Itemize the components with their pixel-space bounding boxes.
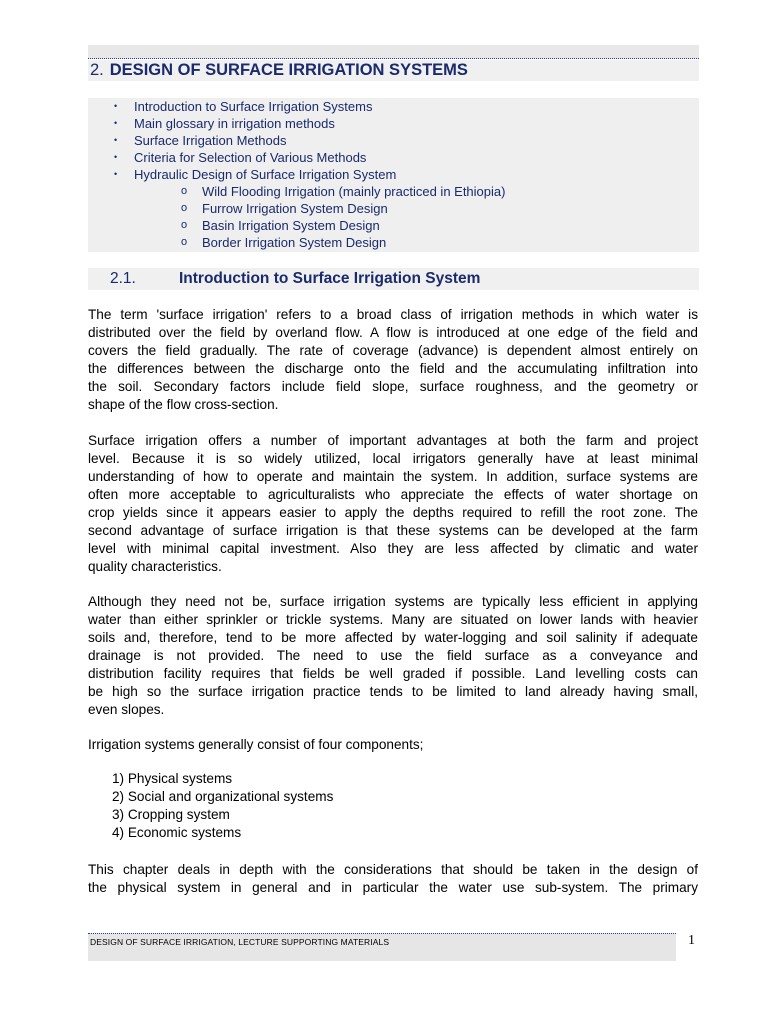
bullet-icon: • (114, 152, 118, 162)
footer-text: DESIGN OF SURFACE IRRIGATION, LECTURE SUPPORTING MATERIALS (90, 937, 390, 947)
list-item: 3) Cropping system (112, 807, 230, 822)
chapter-number: 2. (90, 61, 104, 79)
paragraph: Although they need not be, surface irrigation systems are typically less efficient in applying water than either sprinkler or trickle systems. Many are situated on lower lands with heavier soils and, therefore, tend to be more affected by water-logging and soil salinity if adequate drainage is not provided. The need to use the field surface as a conveyance and distribution facility requires that fields be well graded if possible. Land levelling costs can be high so the surface irrigation practice tends to be limited to land already having small, even slopes. (88, 594, 698, 717)
list-item: 1) Physical systems (112, 771, 233, 786)
header-rule (88, 45, 699, 59)
sub-bullet-icon: o (181, 202, 188, 214)
sub-bullet-icon: o (181, 219, 188, 231)
outline-item: • Criteria for Selection of Various Methods (114, 150, 367, 165)
paragraph: The term 'surface irrigation' refers to a broad class of irrigation methods in which water is distributed over the field by overland flow. A flow is introduced at one edge of the field and covers the field gradually. The rate of coverage (advance) is dependent almost entirely on the differences between the discharge onto the field and the accumulating infiltration into the soil. Secondary factors include field slope, surface roughness, and the geometry or shape of the flow cross-section. (88, 307, 698, 412)
list-item: 4) Economic systems (112, 825, 242, 840)
outline-item: • Introduction to Surface Irrigation Systems (114, 99, 373, 114)
section-title: Introduction to Surface Irrigation System (179, 270, 481, 287)
outline-subitem: o Furrow Irrigation System Design (181, 201, 388, 216)
outline-subitem: o Border Irrigation System Design (181, 235, 387, 250)
outline-item: • Hydraulic Design of Surface Irrigation System (114, 167, 397, 182)
paragraph: This chapter deals in depth with the considerations that should be taken in the design of the physical system in general and in particular the water use sub-system. The primary (88, 862, 698, 895)
outline-item: • Main glossary in irrigation methods (114, 116, 335, 131)
paragraph: Irrigation systems generally consist of four components; (88, 737, 424, 752)
outline-subitem: o Wild Flooding Irrigation (mainly practiced in Ethiopia) (181, 184, 506, 199)
bullet-icon: • (114, 118, 118, 128)
chapter-heading (88, 60, 699, 81)
chapter-title: DESIGN OF SURFACE IRRIGATION SYSTEMS (109, 61, 468, 79)
section-number: 2.1. (110, 270, 136, 287)
section-heading (88, 268, 699, 290)
paragraph: Surface irrigation offers a number of important advantages at both the farm and project level. Because it is so widely utilized, local irrigators generally have at least minimal understanding of how to operate and maintain the system. In addition, surface systems are often more acceptable to agriculturalists who appreciate the effects of water shortage on crop yields since it appears easier to apply the depths required to refill the root zone. The second advantage of surface irrigation is that these systems can be developed at the farm level with minimal capital investment. Also they are less affected by climatic and water quality characteristics. (88, 433, 698, 574)
page-number: 1 (688, 933, 695, 948)
outline-subitem: o Basin Irrigation System Design (181, 218, 380, 233)
sub-bullet-icon: o (181, 236, 188, 248)
sub-bullet-icon: o (181, 185, 188, 197)
bullet-icon: • (114, 101, 118, 111)
components-list (112, 770, 512, 842)
footer (88, 933, 676, 961)
chapter-outline (88, 98, 699, 252)
bullet-icon: • (114, 135, 118, 145)
outline-item: • Surface Irrigation Methods (114, 133, 287, 148)
bullet-icon: • (114, 169, 118, 179)
list-item: 2) Social and organizational systems (112, 789, 334, 804)
